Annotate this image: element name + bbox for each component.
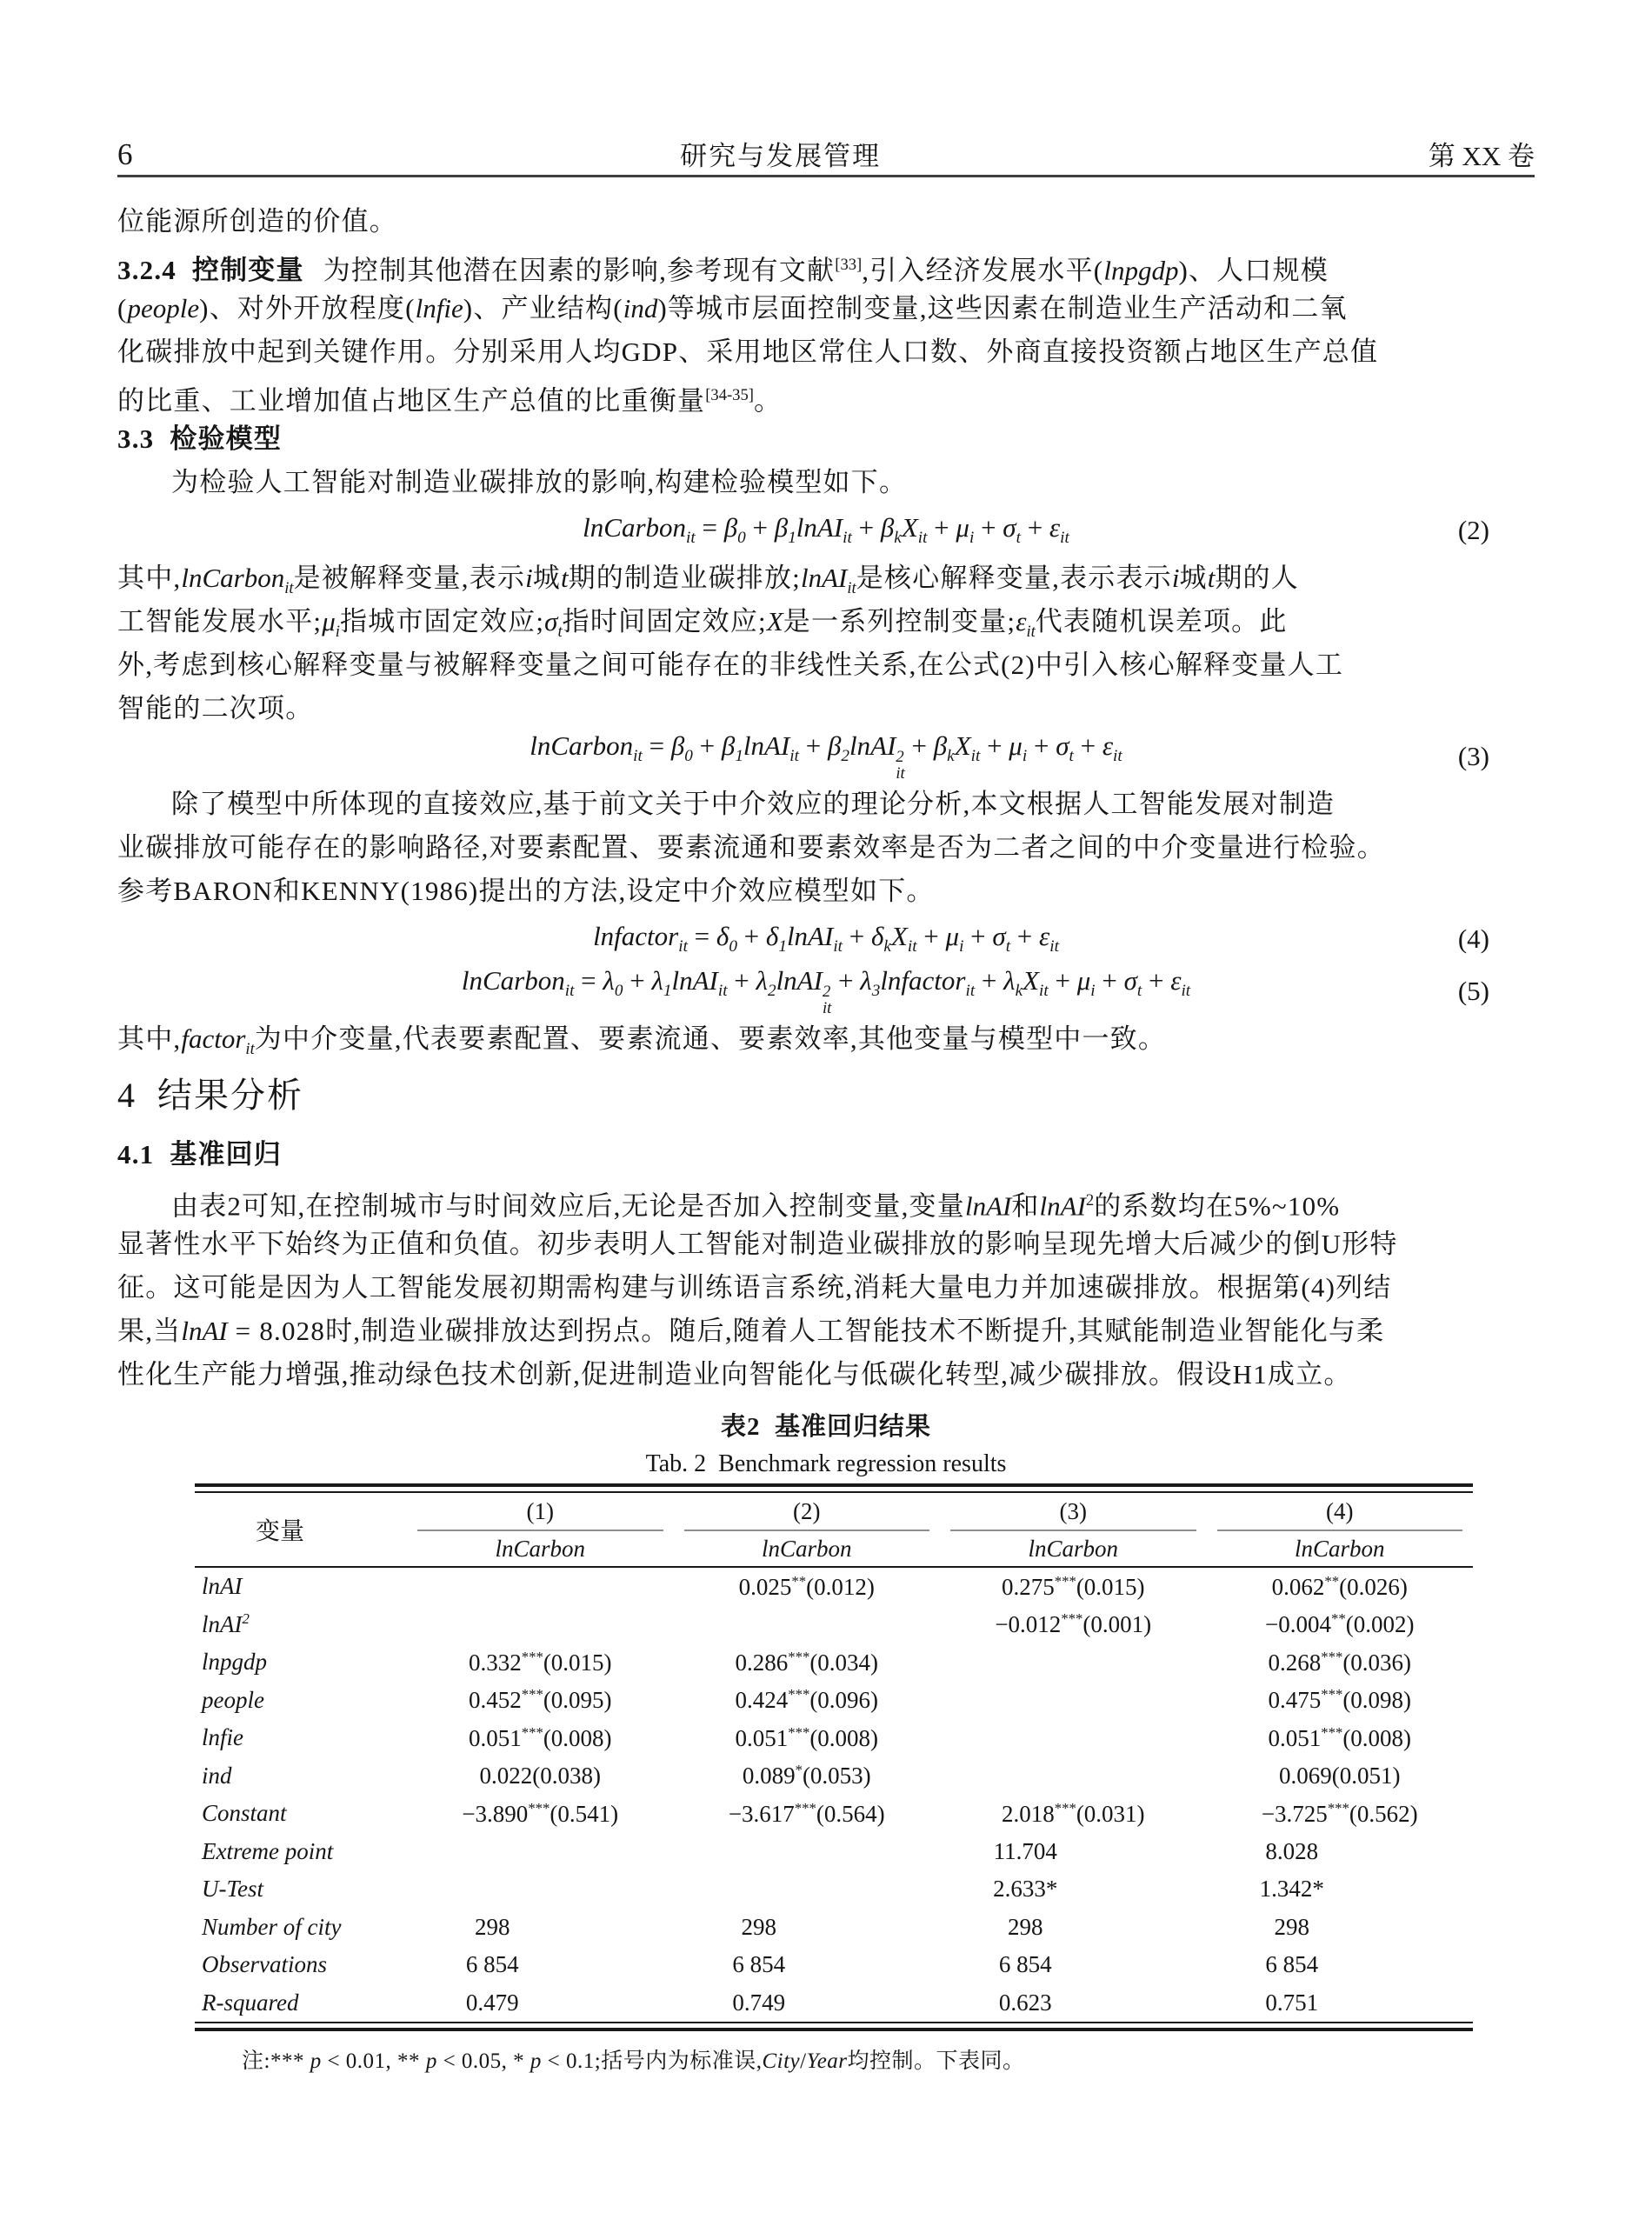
table-row (195, 1643, 1473, 1682)
table-row (195, 1757, 1473, 1796)
text-line: 征。这可能是因为人工智能发展初期需构建与训练语言系统,消耗大量电力并加速碳排放。根据第(4)列结 (117, 1272, 1392, 1303)
table-cell: 298 (475, 1913, 510, 1940)
table-body (195, 1568, 1473, 2022)
text-line: 除了模型中所体现的直接效应,基于前文关于中介效应的理论分析,本文根据人工智能发展对制造 (171, 789, 1336, 819)
table-cell: 0.623 (998, 1989, 1052, 2016)
section-heading: 4 结果分析 (117, 1076, 303, 1115)
table-cell: 1.342* (1259, 1876, 1324, 1903)
row-label: R-squared (202, 1989, 299, 2016)
table-cell: 0.051***(0.008) (468, 1723, 612, 1751)
row-label: Extreme point (202, 1837, 334, 1864)
equation (117, 965, 1535, 1017)
row-label: lnfie (202, 1724, 243, 1751)
row-label: Observations (202, 1951, 327, 1978)
model-column-header (407, 1493, 674, 1566)
text-line: 果,当lnAI = 8.028时,制造业碳排放达到拐点。随后,随着人工智能技术不断提升,其赋能制造业智能化与柔 (117, 1316, 1385, 1346)
table-header (195, 1493, 1473, 1566)
equation (117, 504, 1535, 556)
table-cell: 6 854 (732, 1951, 786, 1978)
article-body (117, 200, 1535, 1396)
table-cell: 6 854 (998, 1951, 1052, 1978)
table-row (195, 1719, 1473, 1757)
table-bottom-rule (195, 2022, 1473, 2031)
table-row (195, 1606, 1473, 1644)
volume-label: 第 XX 卷 (1428, 141, 1535, 171)
equation-number: (4) (1457, 923, 1489, 954)
table-cell: 8.028 (1265, 1837, 1319, 1864)
table-cell: 0.424***(0.096) (735, 1686, 879, 1714)
table-cell: 298 (1008, 1913, 1043, 1940)
text-line: 参考BARON和KENNY(1986)提出的方法,设定中介效应模型如下。 (117, 876, 935, 906)
table-row (195, 1946, 1473, 1984)
row-label: lnAI$^2$ (202, 1610, 250, 1638)
equation-number: (2) (1457, 515, 1489, 545)
table-cell: 2.018***(0.031) (1001, 1799, 1145, 1827)
model-number: (1) (526, 1498, 554, 1524)
model-number: (2) (793, 1498, 821, 1524)
table-row (195, 1568, 1473, 1606)
row-label: people (202, 1686, 264, 1713)
page-number: 6 (117, 137, 133, 171)
table-row (195, 1909, 1473, 1947)
table-top-rule (195, 1483, 1473, 1493)
table-row (195, 1870, 1473, 1909)
row-label: U-Test (202, 1876, 264, 1903)
equation-formula: lnfactor$_{it}$ = $\delta_0$ + $\delta_1lnAI_{it} + \delta_kX_{it} + \mu_i + \sigma_t + \varepsilon_{it}$ (593, 921, 1059, 956)
table-caption-en: Tab. 2 Benchmark regression results (645, 1450, 1007, 1477)
section-label: 3.2.4 控制变量 (117, 255, 304, 286)
row-label: lnAI (202, 1573, 243, 1600)
table-row (195, 1682, 1473, 1720)
section-label: 3.3 检验模型 (117, 423, 283, 454)
table-row (195, 1795, 1473, 1833)
dependent-variable: lnCarbon (495, 1536, 586, 1562)
text-line: 业碳排放可能存在的影响路径,对要素配置、要素流通和要素效率是否为二者之间的中介变量进行检验。 (117, 832, 1385, 863)
text-line: 其中,lnCarbon$_{it}$是被解释变量,表示i城t期的制造业碳排放;lnAI$_{it}$是核心解释变量,表示表示i城t期的人 (117, 563, 1299, 598)
text-line: 化碳排放中起到关键作用。分别采用人均GDP、采用地区常住人口数、外商直接投资额占地区生产总值 (117, 337, 1379, 367)
table-cell: 0.275***(0.015) (1001, 1572, 1145, 1600)
table-cell: −0.012***(0.001) (995, 1610, 1152, 1638)
text-line: (people)、对外开放程度(lnfie)、产业结构(ind)等城市层面控制变量,这些因素在制造业生产活动和二氧 (117, 293, 1348, 323)
dependent-variable: lnCarbon (1294, 1536, 1385, 1562)
section-label: 4.1 基准回归 (117, 1139, 283, 1170)
row-label: ind (202, 1762, 232, 1789)
equation-formula: lnCarbon$_{it}$ = $\beta_0$ + $\beta_1lnAI_{it} + \beta_kX_{it} + \mu_i + \sigma_t + \varepsilon_{it}$ (583, 512, 1069, 548)
text-line: 位能源所创造的价值。 (117, 206, 397, 237)
table-cell: −3.617***(0.564) (728, 1799, 885, 1827)
table-cell: 0.069(0.051) (1279, 1762, 1401, 1789)
text-line: 显著性水平下始终为正值和负值。初步表明人工智能对制造业碳排放的影响呈现先增大后减少的倒U形特 (117, 1229, 1398, 1259)
text-line: 性化生产能力增强,推动绿色技术创新,促进制造业向智能化与低碳化转型,减少碳排放。假设H1成立。 (117, 1359, 1352, 1390)
table-cell: 0.332***(0.015) (468, 1648, 612, 1676)
model-column-header (674, 1493, 941, 1566)
table-cell: 0.051***(0.008) (735, 1723, 879, 1751)
variable-column-header: 变量 (256, 1518, 305, 1545)
section-heading-line (117, 417, 1535, 461)
text-line: 的比重、工业增加值占地区生产总值的比重衡量[34-35]。 (117, 385, 783, 417)
row-label: Number of city (202, 1913, 342, 1940)
table-cell: 0.751 (1265, 1989, 1319, 2016)
section-heading-line (117, 1130, 1535, 1179)
table-cell: 0.479 (465, 1989, 519, 2016)
table-cell: 0.749 (732, 1989, 786, 2016)
equation-formula: lnCarbon$_{it}$ = $\beta_0$ + $\beta_1lnAI_{it}$ + $\beta_2lnAI$ 2 it + $\beta_kX_{it} + \mu_i + \sigma_t + \varepsilon_{it}$ (530, 730, 1122, 783)
table-cell: 0.022(0.038) (479, 1762, 601, 1789)
journal-title: 研究与发展管理 (680, 141, 882, 171)
table-note: 注:*** p < 0.01, ** p < 0.05, * p < 0.1;括号内为标准误,City/Year均控制。下表同。 (242, 2049, 1025, 2073)
table-row (195, 1984, 1473, 2023)
table-cell: 0.268***(0.036) (1268, 1648, 1412, 1676)
table-cell: 0.089*(0.053) (742, 1762, 871, 1789)
equation (117, 730, 1535, 783)
text-line: 其中,factor$_{it}$为中介变量,代表要素配置、要素流通、要素效率,其他变量与模型中一致。 (117, 1023, 1167, 1059)
table-cell: 6 854 (465, 1951, 519, 1978)
equation (117, 913, 1535, 965)
table-cell: −3.725***(0.562) (1261, 1799, 1418, 1827)
table-cell: 0.286***(0.034) (735, 1648, 879, 1676)
text-line: 外,考虑到核心解释变量与被解释变量之间可能存在的非线性关系,在公式(2)中引入核心解释变量人工 (117, 650, 1344, 680)
running-head (117, 130, 1535, 177)
dependent-variable: lnCarbon (761, 1536, 852, 1562)
model-number: (3) (1059, 1498, 1087, 1524)
table-cell: 0.051***(0.008) (1268, 1723, 1412, 1751)
table-cell: 298 (1274, 1913, 1309, 1940)
table-cell: 0.025**(0.012) (738, 1572, 875, 1600)
table-cell: −3.890***(0.541) (462, 1799, 619, 1827)
section-heading-line: 3.2.4 控制变量 为控制其他潜在因素的影响,参考现有文献[33],引入经济发展水平(lnpgdp)、人口规模 (117, 255, 1329, 286)
table-caption-zh: 表2 基准回归结果 (720, 1413, 931, 1441)
table-cell: 0.452***(0.095) (468, 1686, 612, 1714)
model-number: (4) (1326, 1498, 1354, 1524)
table-cell: 2.633* (993, 1876, 1058, 1903)
table-cell: 0.475***(0.098) (1268, 1686, 1412, 1714)
table-cell: 0.062**(0.026) (1271, 1572, 1408, 1600)
equation-number: (3) (1457, 741, 1489, 771)
model-column-header (1207, 1493, 1474, 1566)
row-label: lnpgdp (202, 1649, 268, 1676)
text-line: 为检验人工智能对制造业碳排放的影响,构建检验模型如下。 (171, 467, 908, 497)
text-line: 工智能发展水平$;\mu_i$指城市固定效应$;\sigma_t$指时间固定效应;X是一系列控制变量$;\varepsilon_{it}$代表随机误差项。此 (117, 606, 1288, 642)
dependent-variable: lnCarbon (1028, 1536, 1119, 1562)
text-line: 由表2可知,在控制城市与时间效应后,无论是否加入控制变量,变量lnAI和lnAI$^2$的系数均在5%~10% (171, 1190, 1341, 1222)
table-cell: 6 854 (1265, 1951, 1319, 1978)
text-line: 智能的二次项。 (117, 693, 314, 723)
table-section (117, 1390, 1535, 2075)
equation-formula: lnCarbon$_{it}$ = $\lambda_0$ + $\lambda_1lnAI_{it}$ + $\lambda_2lnAI$ 2 it + $\lambda_3lnfactor_{it} + \lambda_kX_{it} + \mu_i + \sigma_t + \varepsilon_{it}$ (461, 964, 1191, 1018)
table-row (195, 1833, 1473, 1871)
regression-table (195, 1483, 1473, 2075)
table-cell: 11.704 (993, 1837, 1057, 1864)
row-label: Constant (202, 1800, 287, 1827)
model-column-header (940, 1493, 1207, 1566)
equation-number: (5) (1457, 976, 1489, 1006)
table-cell: −0.004**(0.002) (1265, 1610, 1415, 1638)
table-cell: 298 (741, 1913, 776, 1940)
